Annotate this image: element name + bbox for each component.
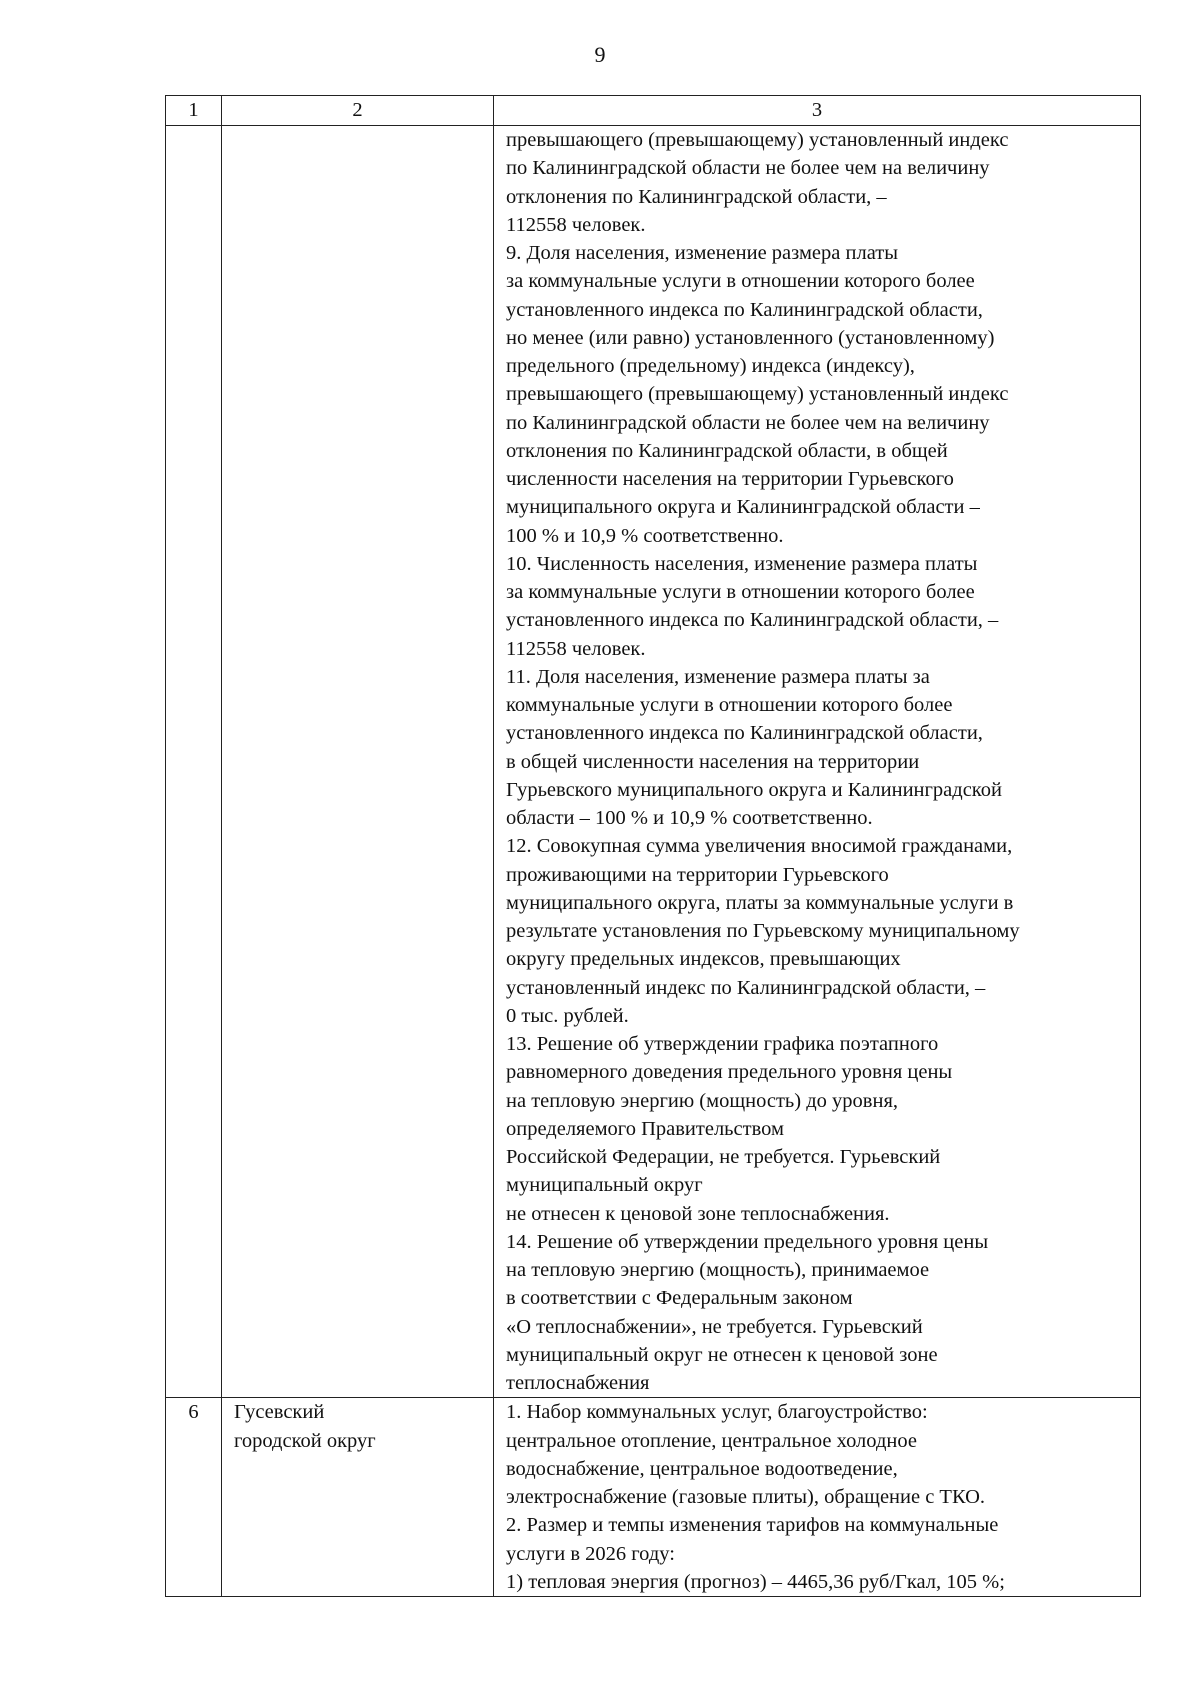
text-line: теплоснабжения	[506, 1372, 650, 1394]
text-line: муниципального округа и Калининградской области –	[506, 496, 980, 519]
text-line: за коммунальные услуги в отношении которого более	[506, 581, 975, 603]
header-col-3: 3	[494, 96, 1141, 126]
municipality-name	[222, 126, 494, 1398]
text-line: на тепловую энергию (мощность), принимаемое	[506, 1259, 930, 1281]
municipality-name-line: Гусевский	[234, 1401, 325, 1424]
text-line: 0 тыс. рублей.	[506, 1004, 629, 1027]
text-line: коммунальные услуги в отношении которого более	[506, 694, 953, 716]
text-line: муниципальный округ	[506, 1174, 703, 1197]
table-row	[166, 126, 1141, 1398]
header-col-2: 2	[222, 96, 494, 126]
text-line: предельного (предельному) индекса (индексу),	[506, 355, 915, 377]
text-line: установленного индекса по Калининградской области, –	[506, 609, 999, 632]
row-number	[166, 126, 222, 1398]
text-line: Российской Федерации, не требуется. Гурьевский	[506, 1146, 941, 1168]
text-line: в общей численности населения на территории	[506, 750, 920, 773]
text-line: Гурьевского муниципального округа и Калининградской	[506, 778, 1002, 801]
text-line: муниципального округа, платы за коммунальные услуги в	[506, 891, 1014, 914]
text-line: 112558 человек.	[506, 637, 646, 660]
text-line: 1. Набор коммунальных услуг, благоустройство:	[506, 1401, 928, 1424]
text-line: центральное отопление, центральное холодное	[506, 1429, 917, 1452]
text-line: но менее (или равно) установленного (установленному)	[506, 326, 995, 349]
table-header	[166, 96, 1141, 126]
text-line: 10. Численность населения, изменение размера платы	[506, 552, 978, 575]
text-line: на тепловую энергию (мощность) до уровня,	[506, 1089, 898, 1112]
text-line: численности населения на территории Гурьевского	[506, 468, 954, 490]
indicator-text	[494, 1398, 1141, 1597]
indicator-text	[494, 126, 1141, 1398]
text-line: проживающими на территории Гурьевского	[506, 863, 889, 886]
text-line: определяемого Правительством	[506, 1117, 784, 1140]
text-line: установленного индекса по Калининградской области,	[506, 722, 983, 745]
text-line: 13. Решение об утверждении графика поэтапного	[506, 1033, 939, 1055]
row-number: 6	[166, 1398, 222, 1597]
text-line: установленного индекса по Калининградской области,	[506, 298, 983, 321]
text-line: 1) тепловая энергия (прогноз) – 4465,36 руб/Гкал, 105 %;	[506, 1570, 1005, 1593]
text-line: водоснабжение, центральное водоотведение,	[506, 1457, 898, 1480]
text-line: «О теплоснабжении», не требуется. Гурьевский	[506, 1315, 923, 1338]
text-line: по Калининградской области не более чем на величину	[506, 411, 990, 434]
text-line: 12. Совокупная сумма увеличения вносимой гражданами,	[506, 835, 1013, 858]
text-line: равномерного доведения предельного уровня цены	[506, 1061, 953, 1084]
text-line: в соответствии с Федеральным законом	[506, 1287, 853, 1310]
text-line: отклонения по Калининградской области, –	[506, 185, 887, 208]
text-line: электроснабжение (газовые плиты), обращение с ТКО.	[506, 1486, 986, 1508]
text-line: за коммунальные услуги в отношении которого более	[506, 270, 975, 293]
text-line: превышающего (превышающему) установленный индекс	[506, 383, 1009, 406]
page-number: 9	[594, 42, 606, 67]
municipality-name	[222, 1398, 494, 1597]
municipality-name-line: городской округ	[234, 1429, 376, 1452]
text-line: 11. Доля населения, изменение размера платы за	[506, 665, 930, 688]
text-line: установленный индекс по Калининградской области, –	[506, 976, 986, 999]
text-line: муниципальный округ не отнесен к ценовой зоне	[506, 1343, 938, 1366]
text-line: округу предельных индексов, превышающих	[506, 948, 901, 971]
text-line: 2. Размер и темпы изменения тарифов на коммунальные	[506, 1514, 999, 1537]
text-line: отклонения по Калининградской области, в общей	[506, 439, 948, 462]
table-body	[166, 126, 1141, 1597]
text-line: 9. Доля населения, изменение размера платы	[506, 242, 899, 264]
text-line: не отнесен к ценовой зоне теплоснабжения.	[506, 1202, 890, 1225]
text-line: превышающего (превышающему) установленный индекс	[506, 129, 1009, 151]
header-col-1: 1	[166, 96, 222, 126]
text-line: 100 % и 10,9 % соответственно.	[506, 524, 784, 547]
text-line: услуги в 2026 году:	[506, 1542, 675, 1565]
text-line: области – 100 % и 10,9 % соответственно.	[506, 807, 873, 829]
text-line: 14. Решение об утверждении предельного уровня цены	[506, 1230, 989, 1253]
table-row	[166, 1398, 1141, 1597]
text-line: 112558 человек.	[506, 213, 646, 236]
text-line: по Калининградской области не более чем на величину	[506, 157, 990, 180]
text-line: результате установления по Гурьевскому муниципальному	[506, 920, 1020, 942]
data-table	[165, 95, 1141, 1597]
